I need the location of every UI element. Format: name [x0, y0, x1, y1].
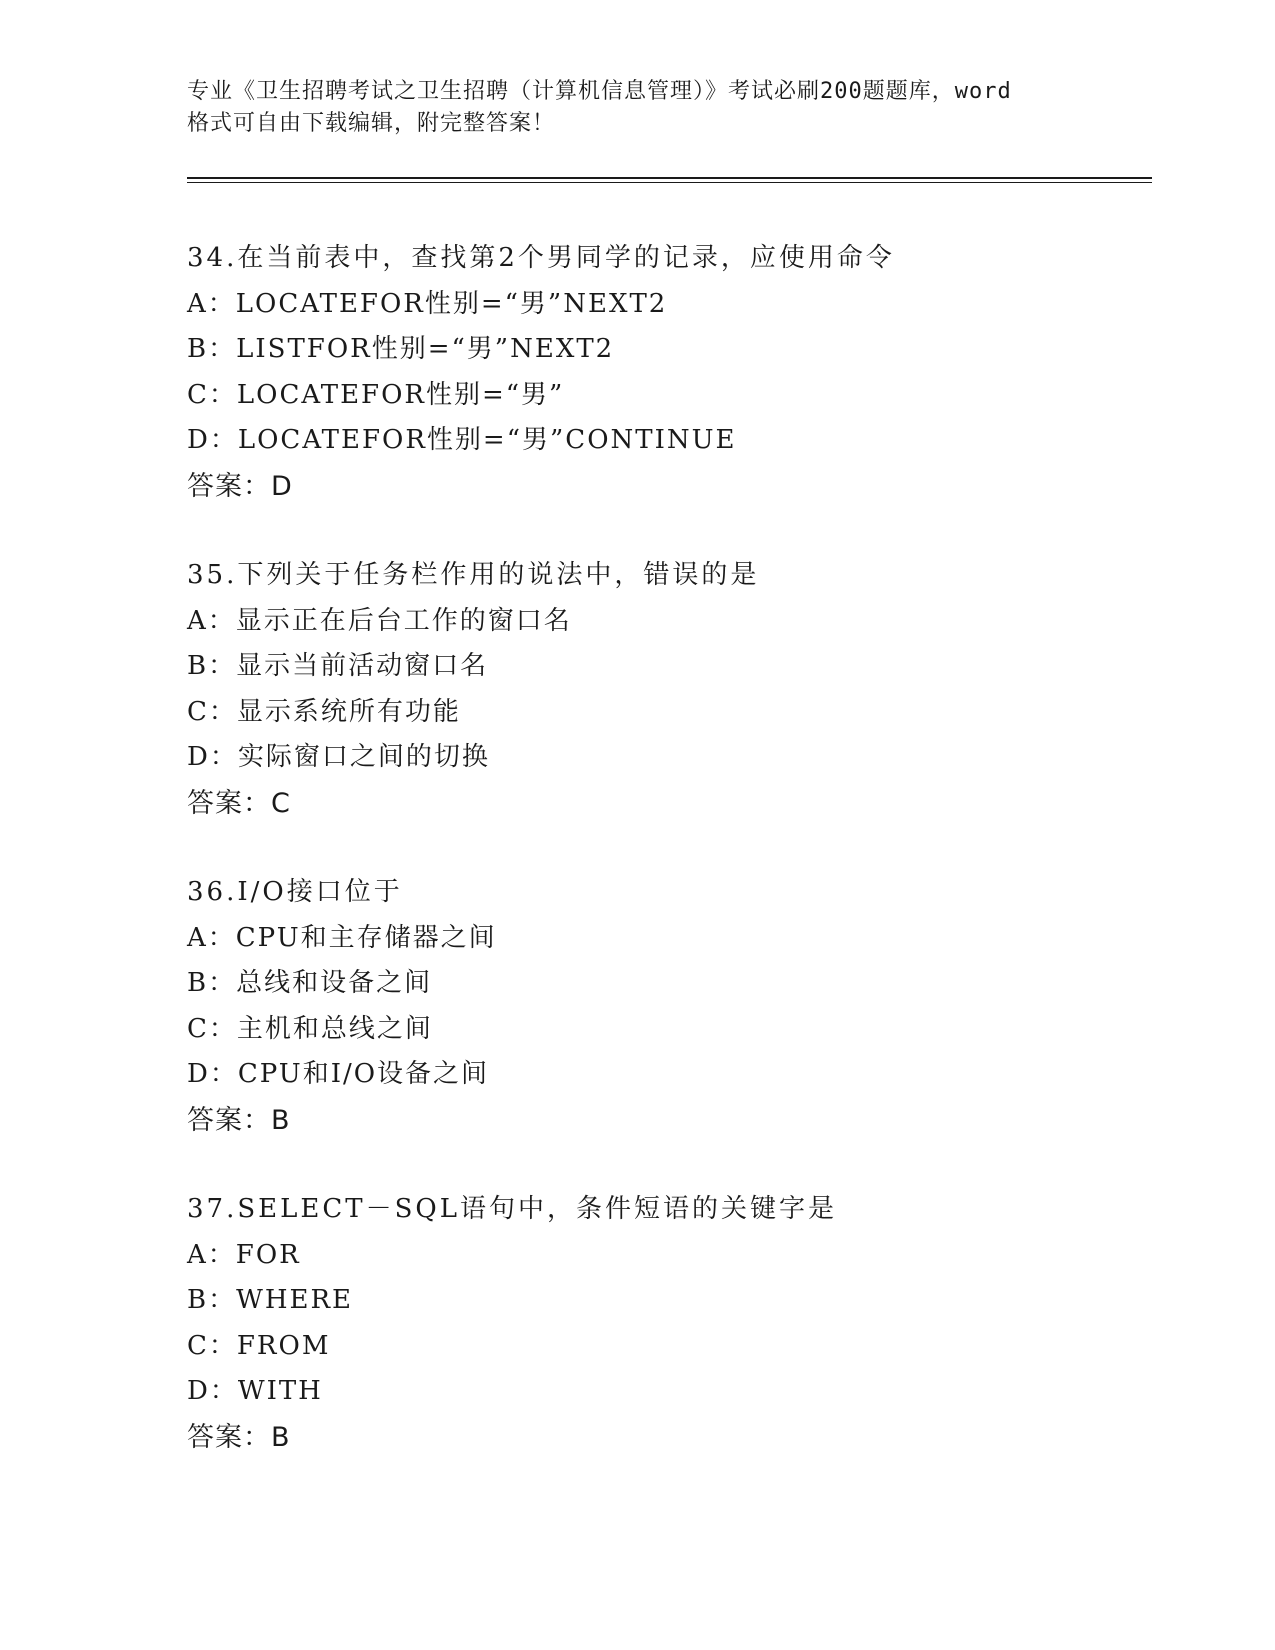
- question-stem: 36.I/O接口位于: [187, 877, 403, 907]
- header-divider-thick: [187, 177, 1152, 179]
- option-a: A：FOR: [187, 1239, 301, 1270]
- option-d: D：LOCATEFOR性别=“男”CONTINUE: [187, 425, 737, 455]
- question-stem: 37.SELECT－SQL语句中，条件短语的关键字是: [187, 1194, 838, 1224]
- option-c: C：FROM: [187, 1330, 331, 1361]
- header-line-2: 格式可自由下载编辑，附完整答案！: [187, 111, 556, 136]
- option-c: C：LOCATEFOR性别=“男”: [187, 379, 565, 410]
- option-d: D：WITH: [187, 1376, 323, 1406]
- header-divider-thin: [187, 182, 1152, 183]
- option-c: C：显示系统所有功能: [187, 696, 461, 727]
- option-d: D：实际窗口之间的切换: [187, 742, 490, 772]
- option-b: B：WHERE: [187, 1285, 354, 1315]
- answer-line: 答案：B: [187, 1104, 291, 1136]
- answer-line: 答案：C: [187, 787, 291, 819]
- option-a: A：显示正在后台工作的窗口名: [187, 605, 572, 636]
- option-d: D：CPU和I/O设备之间: [187, 1059, 490, 1089]
- question-34: [187, 236, 1147, 509]
- header-line-1: 专业《卫生招聘考试之卫生招聘（计算机信息管理）》考试必刷200题题库，word: [187, 79, 1012, 104]
- question-list: [187, 236, 1147, 1504]
- question-37: [187, 1187, 1147, 1460]
- question-stem: 35.下列关于任务栏作用的说法中，错误的是: [187, 560, 760, 590]
- question-stem: 34.在当前表中，查找第2个男同学的记录，应使用命令: [187, 243, 895, 273]
- option-c: C：主机和总线之间: [187, 1013, 433, 1044]
- option-a: A：LOCATEFOR性别=“男”NEXT2: [187, 288, 668, 319]
- answer-line: 答案：B: [187, 1421, 291, 1453]
- question-35: [187, 553, 1147, 826]
- option-b: B：LISTFOR性别=“男”NEXT2: [187, 334, 615, 364]
- option-b: B：显示当前活动窗口名: [187, 651, 489, 681]
- question-36: [187, 870, 1147, 1143]
- answer-line: 答案：D: [187, 470, 293, 502]
- option-b: B：总线和设备之间: [187, 968, 433, 998]
- option-a: A：CPU和主存储器之间: [187, 922, 497, 953]
- document-header: [187, 76, 1087, 140]
